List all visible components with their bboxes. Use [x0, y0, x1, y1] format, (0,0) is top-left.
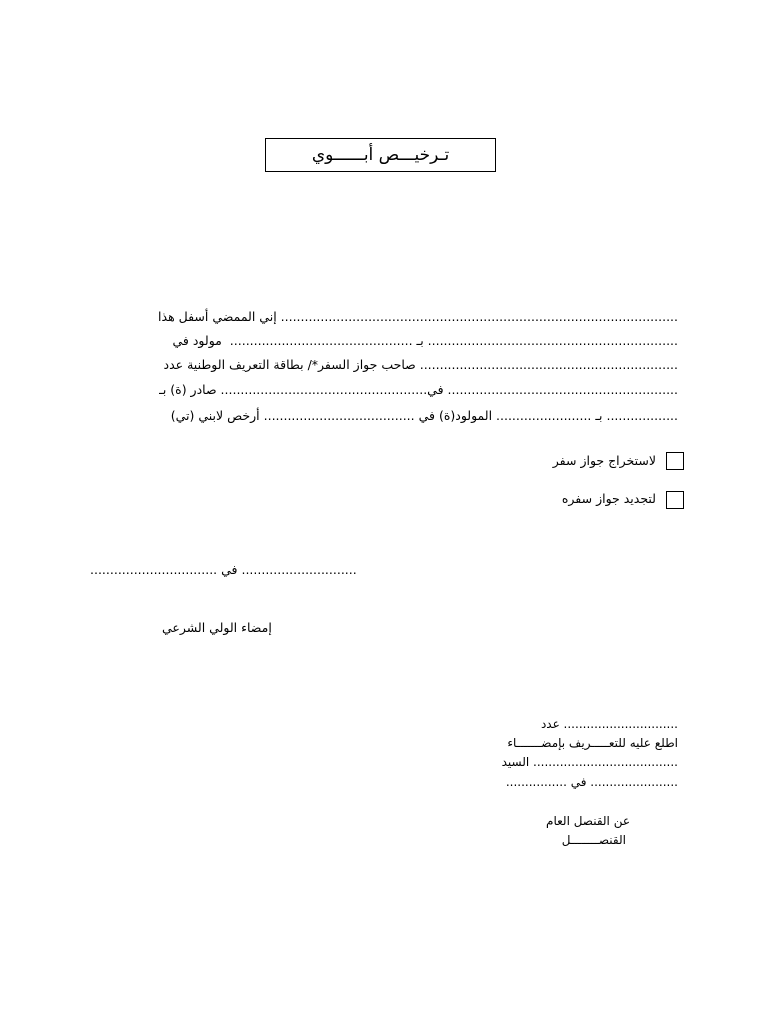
declaration-line-1: .................................................................................................... إني الممضي أسفل هذا	[158, 309, 678, 324]
checkbox-passport-renewal[interactable]	[666, 491, 684, 509]
consulate-mister: ...................................... السيد	[501, 755, 678, 769]
consulate-date: ....................... في ................	[505, 775, 678, 789]
declaration-line-4: .......................................................... في.................................................... صادر (ة) بـ	[159, 382, 678, 397]
declaration-line-5: .................. بـ ........................ المولود(ة) في ...................................... أرخص لابني (تي)	[170, 408, 678, 423]
option-passport-renewal-label: لتجديد جواز سفره	[561, 491, 656, 506]
consulate-number: .............................. عدد	[540, 717, 678, 731]
checkbox-passport-issue[interactable]	[666, 452, 684, 470]
option-passport-issue-label: لاستخراج جواز سفر	[552, 453, 656, 468]
declaration-line-3: ................................................................. صاحب جواز السفر*/ بطاقة التعريف الوطنية عدد	[163, 357, 678, 372]
guardian-signature-label: إمضاء الولي الشرعي	[162, 620, 272, 635]
consul-signature-label: القنصــــــــل	[561, 833, 626, 847]
document-title: تـرخيـــص أبــــــوي	[265, 138, 496, 172]
declaration-line-2: ............................................................... بـ .............................................. مولود في	[172, 333, 678, 348]
on-behalf-of-consul-general: عن القنصل العام	[546, 814, 630, 828]
consulate-seen-for-signature: اطلع عليه للتعـــــريف بإمضـــــــاء	[507, 736, 678, 750]
place-date-line: ............................. في ................................	[90, 562, 357, 577]
